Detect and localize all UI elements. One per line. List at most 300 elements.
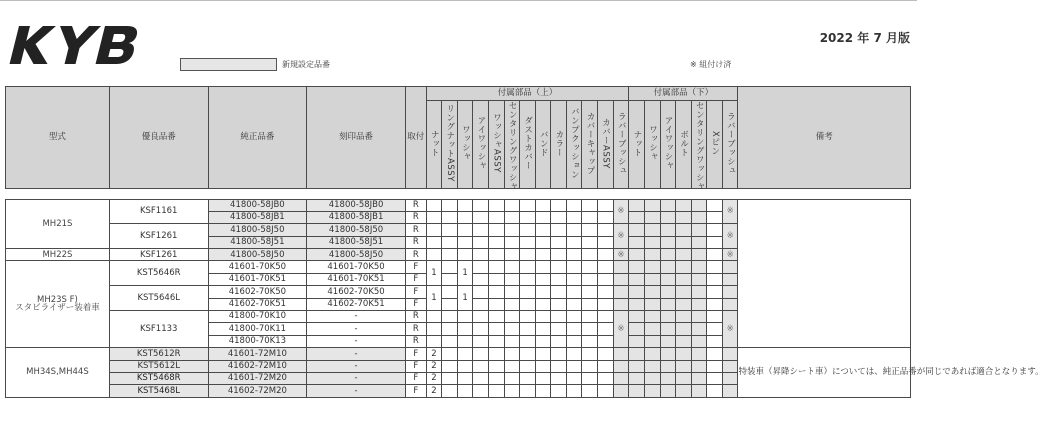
empty-cell <box>473 323 489 335</box>
empty-cell <box>488 298 504 310</box>
empty-cell <box>457 360 473 372</box>
empty-cell <box>535 286 551 298</box>
empty-cell <box>722 372 738 384</box>
empty-cell <box>551 348 567 360</box>
assembled-mark: ※ <box>613 224 629 249</box>
empty-cell <box>504 348 520 360</box>
col-header-kyb-part: 優良品番 <box>109 87 208 189</box>
empty-cell <box>535 199 551 211</box>
empty-cell <box>535 360 551 372</box>
empty-cell <box>691 224 707 236</box>
empty-cell <box>644 360 660 372</box>
empty-cell <box>426 211 442 223</box>
empty-cell <box>566 236 582 248</box>
stamp-part-cell: - <box>307 348 406 360</box>
empty-cell <box>535 273 551 285</box>
empty-cell <box>442 348 458 360</box>
assembled-mark: ※ <box>613 311 629 348</box>
empty-cell <box>707 211 723 223</box>
empty-cell <box>707 360 723 372</box>
empty-cell <box>629 273 645 285</box>
col-header-upper: アイワッシャ <box>473 101 489 189</box>
genuine-part-cell: 41800-70K10 <box>208 311 307 323</box>
top-divider <box>0 0 917 1</box>
genuine-part-cell: 41800-70K13 <box>208 335 307 347</box>
empty-cell <box>582 236 598 248</box>
col-header-upper: リングナットASSY <box>442 101 458 189</box>
empty-cell <box>473 236 489 248</box>
empty-cell <box>582 273 598 285</box>
empty-cell <box>707 348 723 360</box>
empty-cell <box>457 348 473 360</box>
kyb-part-cell: KSF1261 <box>109 224 208 249</box>
empty-cell <box>707 298 723 310</box>
empty-cell <box>582 298 598 310</box>
empty-cell <box>520 286 536 298</box>
empty-cell <box>660 385 676 397</box>
col-header-upper: ダストカバー <box>520 101 536 189</box>
empty-cell <box>629 298 645 310</box>
empty-cell <box>676 273 692 285</box>
empty-cell <box>488 348 504 360</box>
qty-cell: 2 <box>426 360 442 372</box>
empty-cell <box>551 335 567 347</box>
empty-cell <box>442 286 458 298</box>
empty-cell <box>660 224 676 236</box>
empty-cell <box>691 298 707 310</box>
qty-cell: 2 <box>426 385 442 397</box>
empty-cell <box>644 261 660 273</box>
empty-cell <box>442 372 458 384</box>
mount-cell: R <box>405 224 426 236</box>
empty-cell <box>566 211 582 223</box>
empty-cell <box>722 286 738 298</box>
col-header-upper: カラー <box>551 101 567 189</box>
empty-cell <box>598 323 614 335</box>
empty-cell <box>520 298 536 310</box>
col-header-upper: バンプクッション <box>566 101 582 189</box>
empty-cell <box>598 348 614 360</box>
genuine-part-cell: 41601-72M20 <box>208 372 307 384</box>
empty-cell <box>707 372 723 384</box>
kyb-part-cell: KST5612L <box>109 360 208 372</box>
empty-cell <box>566 261 582 273</box>
empty-cell <box>520 372 536 384</box>
empty-cell <box>551 286 567 298</box>
empty-cell <box>473 311 489 323</box>
empty-cell <box>551 360 567 372</box>
empty-cell <box>691 385 707 397</box>
empty-cell <box>442 211 458 223</box>
empty-cell <box>426 335 442 347</box>
empty-cell <box>613 385 629 397</box>
empty-cell <box>442 323 458 335</box>
empty-cell <box>457 372 473 384</box>
genuine-part-cell: 41602-70K51 <box>208 298 307 310</box>
empty-cell <box>551 236 567 248</box>
empty-cell <box>660 286 676 298</box>
empty-cell <box>535 224 551 236</box>
empty-cell <box>442 224 458 236</box>
empty-cell <box>504 372 520 384</box>
empty-cell <box>473 261 489 273</box>
empty-cell <box>644 335 660 347</box>
assembled-mark: ※ <box>613 249 629 261</box>
mount-cell: F <box>405 348 426 360</box>
genuine-part-cell: 41800-58J50 <box>208 224 307 236</box>
empty-cell <box>613 273 629 285</box>
empty-cell <box>504 311 520 323</box>
empty-cell <box>644 298 660 310</box>
empty-cell <box>488 385 504 397</box>
stamp-part-cell: 41800-58J50 <box>307 249 406 261</box>
empty-cell <box>566 286 582 298</box>
empty-cell <box>707 385 723 397</box>
empty-cell <box>598 286 614 298</box>
empty-cell <box>691 311 707 323</box>
empty-cell <box>566 298 582 310</box>
empty-cell <box>504 211 520 223</box>
empty-cell <box>707 199 723 211</box>
empty-cell <box>707 236 723 248</box>
genuine-part-cell: 41800-58JB1 <box>208 211 307 223</box>
empty-cell <box>551 224 567 236</box>
empty-cell <box>566 249 582 261</box>
stamp-part-cell: 41800-58J50 <box>307 224 406 236</box>
mount-cell: R <box>405 236 426 248</box>
empty-cell <box>488 224 504 236</box>
empty-cell <box>707 323 723 335</box>
empty-cell <box>629 348 645 360</box>
empty-cell <box>535 211 551 223</box>
stamp-part-cell: 41800-58JB1 <box>307 211 406 223</box>
empty-cell <box>644 236 660 248</box>
empty-cell <box>457 311 473 323</box>
empty-cell <box>535 236 551 248</box>
empty-cell <box>660 211 676 223</box>
empty-cell <box>520 199 536 211</box>
mount-cell: R <box>405 211 426 223</box>
spacer-row <box>6 188 911 199</box>
col-header-genuine: 純正品番 <box>208 87 307 189</box>
empty-cell <box>473 348 489 360</box>
empty-cell <box>629 385 645 397</box>
empty-cell <box>457 211 473 223</box>
assembled-mark: ※ <box>722 311 738 348</box>
mount-cell: F <box>405 385 426 397</box>
empty-cell <box>660 273 676 285</box>
empty-cell <box>426 311 442 323</box>
empty-cell <box>535 335 551 347</box>
col-header-lower: ナット <box>629 101 645 189</box>
empty-cell <box>676 236 692 248</box>
assembled-mark: ※ <box>722 249 738 261</box>
genuine-part-cell: 41602-72M20 <box>208 385 307 397</box>
empty-cell <box>598 224 614 236</box>
empty-cell <box>520 249 536 261</box>
empty-cell <box>598 211 614 223</box>
empty-cell <box>722 273 738 285</box>
kyb-part-cell: KST5612R <box>109 348 208 360</box>
empty-cell <box>629 286 645 298</box>
empty-cell <box>566 199 582 211</box>
empty-cell <box>566 335 582 347</box>
empty-cell <box>457 323 473 335</box>
empty-cell <box>488 286 504 298</box>
empty-cell <box>676 385 692 397</box>
empty-cell <box>613 286 629 298</box>
empty-cell <box>504 298 520 310</box>
empty-cell <box>660 335 676 347</box>
empty-cell <box>722 298 738 310</box>
empty-cell <box>629 335 645 347</box>
col-header-upper: ラバーブッシュ <box>613 101 629 189</box>
empty-cell <box>676 311 692 323</box>
stamp-part-cell: 41800-58JB0 <box>307 199 406 211</box>
empty-cell <box>707 286 723 298</box>
qty-cell: 1 <box>426 286 442 311</box>
empty-cell <box>488 372 504 384</box>
empty-cell <box>676 261 692 273</box>
empty-cell <box>598 273 614 285</box>
empty-cell <box>551 298 567 310</box>
empty-cell <box>504 249 520 261</box>
qty-cell: 1 <box>457 261 473 286</box>
col-header-upper: ワッシャASSY <box>488 101 504 189</box>
empty-cell <box>442 199 458 211</box>
empty-cell <box>676 348 692 360</box>
empty-cell <box>691 335 707 347</box>
empty-cell <box>488 273 504 285</box>
empty-cell <box>707 261 723 273</box>
stamp-part-cell: 41601-70K50 <box>307 261 406 273</box>
empty-cell <box>473 335 489 347</box>
empty-cell <box>535 323 551 335</box>
empty-cell <box>442 311 458 323</box>
mount-cell: F <box>405 372 426 384</box>
mount-cell: F <box>405 261 426 273</box>
empty-cell <box>442 335 458 347</box>
empty-cell <box>707 224 723 236</box>
empty-cell <box>644 385 660 397</box>
kyb-logo <box>6 22 146 68</box>
empty-cell <box>644 323 660 335</box>
empty-cell <box>551 261 567 273</box>
empty-cell <box>582 224 598 236</box>
col-header-lower: ラバーブッシュ <box>722 101 738 189</box>
empty-cell <box>566 323 582 335</box>
empty-cell <box>644 273 660 285</box>
empty-cell <box>644 211 660 223</box>
qty-cell: 2 <box>426 348 442 360</box>
empty-cell <box>473 385 489 397</box>
empty-cell <box>551 372 567 384</box>
empty-cell <box>707 335 723 347</box>
kyb-part-cell: KSF1261 <box>109 249 208 261</box>
empty-cell <box>598 385 614 397</box>
empty-cell <box>520 273 536 285</box>
empty-cell <box>644 286 660 298</box>
empty-cell <box>644 199 660 211</box>
mount-cell: R <box>405 199 426 211</box>
empty-cell <box>457 385 473 397</box>
empty-cell <box>598 298 614 310</box>
empty-cell <box>629 236 645 248</box>
table-row <box>6 348 911 360</box>
genuine-part-cell: 41602-72M10 <box>208 360 307 372</box>
col-header-model: 型式 <box>6 87 110 189</box>
col-header-mount: 取付 <box>405 87 426 189</box>
empty-cell <box>660 360 676 372</box>
empty-cell <box>676 372 692 384</box>
empty-cell <box>488 323 504 335</box>
empty-cell <box>566 385 582 397</box>
empty-cell <box>629 261 645 273</box>
empty-cell <box>551 249 567 261</box>
empty-cell <box>722 360 738 372</box>
empty-cell <box>457 236 473 248</box>
empty-cell <box>551 199 567 211</box>
empty-cell <box>504 224 520 236</box>
empty-cell <box>629 323 645 335</box>
mount-cell: F <box>405 360 426 372</box>
empty-cell <box>582 385 598 397</box>
empty-cell <box>660 199 676 211</box>
empty-cell <box>473 211 489 223</box>
empty-cell <box>660 249 676 261</box>
genuine-part-cell: 41800-70K11 <box>208 323 307 335</box>
genuine-part-cell: 41601-70K50 <box>208 261 307 273</box>
kyb-part-cell: KST5468L <box>109 385 208 397</box>
empty-cell <box>504 360 520 372</box>
kyb-part-cell: KSF1133 <box>109 311 208 348</box>
empty-cell <box>520 348 536 360</box>
empty-cell <box>473 273 489 285</box>
mount-cell: R <box>405 335 426 347</box>
mount-cell: R <box>405 311 426 323</box>
empty-cell <box>442 385 458 397</box>
stamp-part-cell: - <box>307 385 406 397</box>
empty-cell <box>582 199 598 211</box>
empty-cell <box>566 224 582 236</box>
empty-cell <box>504 335 520 347</box>
empty-cell <box>676 199 692 211</box>
empty-cell <box>598 236 614 248</box>
qty-cell: 1 <box>426 261 442 286</box>
new-item-legend-label: 新規設定品番 <box>282 60 330 69</box>
empty-cell <box>473 360 489 372</box>
stamp-part-cell: - <box>307 372 406 384</box>
empty-cell <box>660 236 676 248</box>
genuine-part-cell: 41800-58J50 <box>208 249 307 261</box>
empty-cell <box>629 249 645 261</box>
stamp-part-cell: 41601-70K51 <box>307 273 406 285</box>
empty-cell <box>598 311 614 323</box>
empty-cell <box>473 372 489 384</box>
empty-cell <box>629 199 645 211</box>
mount-cell: R <box>405 249 426 261</box>
empty-cell <box>442 360 458 372</box>
empty-cell <box>426 224 442 236</box>
new-item-legend-swatch <box>180 58 277 71</box>
empty-cell <box>504 323 520 335</box>
col-header-upper: カバーキャップ <box>582 101 598 189</box>
empty-cell <box>504 199 520 211</box>
empty-cell <box>566 348 582 360</box>
qty-cell: 2 <box>426 372 442 384</box>
mount-cell: F <box>405 298 426 310</box>
empty-cell <box>582 323 598 335</box>
empty-cell <box>722 348 738 360</box>
empty-cell <box>644 249 660 261</box>
empty-cell <box>722 385 738 397</box>
empty-cell <box>426 199 442 211</box>
empty-cell <box>488 261 504 273</box>
stamp-part-cell: - <box>307 311 406 323</box>
col-group-lower: 付属部品（下） <box>629 87 738 101</box>
col-header-upper: センタリングワッシャ <box>504 101 520 189</box>
empty-cell <box>442 273 458 285</box>
empty-cell <box>691 249 707 261</box>
empty-cell <box>660 261 676 273</box>
empty-cell <box>488 335 504 347</box>
col-header-upper: バンド <box>535 101 551 189</box>
parts-table <box>5 86 1044 398</box>
edition-date: 2022 年 7 月版 <box>819 31 910 45</box>
col-header-lower: センタリングワッシャ <box>691 101 707 189</box>
empty-cell <box>442 298 458 310</box>
empty-cell <box>488 211 504 223</box>
empty-cell <box>676 360 692 372</box>
empty-cell <box>613 360 629 372</box>
empty-cell <box>426 249 442 261</box>
empty-cell <box>566 273 582 285</box>
empty-cell <box>582 286 598 298</box>
empty-cell <box>488 249 504 261</box>
empty-cell <box>691 348 707 360</box>
empty-cell <box>535 249 551 261</box>
kyb-part-cell: KST5468R <box>109 372 208 384</box>
empty-cell <box>520 323 536 335</box>
empty-cell <box>676 335 692 347</box>
empty-cell <box>707 273 723 285</box>
empty-cell <box>582 211 598 223</box>
genuine-part-cell: 41601-70K51 <box>208 273 307 285</box>
empty-cell <box>598 372 614 384</box>
assembled-mark: ※ <box>722 199 738 224</box>
empty-cell <box>676 249 692 261</box>
col-header-stamp: 刻印品番 <box>307 87 406 189</box>
stamp-part-cell: - <box>307 360 406 372</box>
empty-cell <box>504 273 520 285</box>
empty-cell <box>598 335 614 347</box>
model-cell: MH23S F) スタビライザー装着車 <box>6 261 110 348</box>
empty-cell <box>535 385 551 397</box>
empty-cell <box>504 385 520 397</box>
empty-cell <box>644 224 660 236</box>
empty-cell <box>535 261 551 273</box>
empty-cell <box>504 286 520 298</box>
col-header-upper: ワッシャ <box>457 101 473 189</box>
empty-cell <box>676 211 692 223</box>
remarks-cell <box>738 199 911 348</box>
model-cell: MH34S,MH44S <box>6 348 110 398</box>
empty-cell <box>582 372 598 384</box>
empty-cell <box>551 385 567 397</box>
empty-cell <box>504 261 520 273</box>
empty-cell <box>660 372 676 384</box>
empty-cell <box>676 323 692 335</box>
